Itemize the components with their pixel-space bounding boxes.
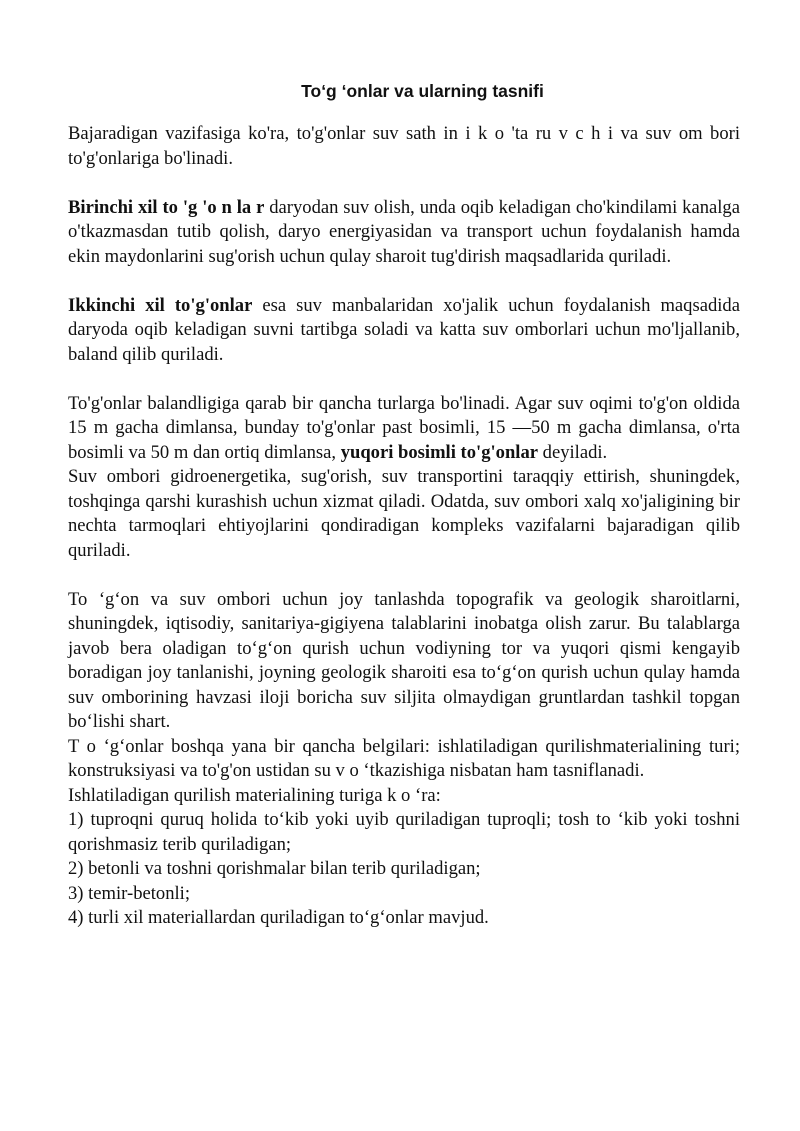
height-classes-tail: deyiladi. xyxy=(538,441,608,463)
list-item: 3) temir-betonli; xyxy=(68,882,191,904)
paragraph-first-type xyxy=(68,196,740,270)
paragraph-spacer xyxy=(68,563,740,588)
paragraph-spacer xyxy=(68,171,740,196)
paragraph-intro: Bajaradigan vazifasiga ko'ra, to'g'onlar suv sath in i k o 'ta ru v c h i va suv om bori to'g'onlariga bo'linadi. xyxy=(68,123,740,169)
list-item: 4) turli xil materiallardan quriladigan to‘g‘onlar mavjud. xyxy=(68,907,489,928)
list-item: 1) tuproqni quruq holida to‘kib yoki uyib quriladigan tuproqli; tosh to ‘kib yoki toshni qorishmasiz terib quriladigan; xyxy=(68,809,740,855)
page-title: To‘g ‘onlar va ularning tasnifi xyxy=(301,81,544,101)
list-item: 2) betonli va toshni qorishmalar bilan terib quriladigan; xyxy=(68,858,481,879)
paragraph-spacer xyxy=(68,367,740,392)
paragraph-second-type xyxy=(68,294,740,368)
document-body xyxy=(68,122,740,931)
paragraph-height-classes xyxy=(68,392,740,466)
second-type-term: Ikkinchi xil to'g'onlar xyxy=(68,294,253,316)
height-classes-text: To'g'onlar balandligiga qarab bir qancha turlarga bo'linadi. Agar suv oqimi to'g'on oldida 15 m gacha dimlansa, bunday to'g'onlar past bosimli, 15 —50 m gacha dimlansa, o'rta bosimli va 50 m dan ortiq dimlansa, xyxy=(68,392,740,463)
high-pressure-term: yuqori bosimli to'g'onlar xyxy=(340,441,539,463)
paragraph-material-intro: Ishlatiladigan qurilish materialining turiga k o ‘ra: xyxy=(68,784,441,806)
first-type-term: Birinchi xil to 'g 'o n la r xyxy=(68,196,265,218)
paragraph-reservoir-purpose: Suv ombori gidroenergetika, sug'orish, suv transportini taraqqiy ettirish, shuningdek, toshqinga qarshi kurashish uchun xizmat qiladi. Odatda, suv ombori xalq xo'jaligining bir nechta tarmoqlari ehtiyojlarini qondiradigan kompleks vazifalarni bajaradigan qilib quriladi. xyxy=(68,466,740,561)
paragraph-site-selection: To ‘g‘on va suv ombori uchun joy tanlashda topografik va geologik sharoitlarni, shuningdek, iqtisodiy, sanitariya-gigiyena talablarini inobatga olish zarur. Bu talablarga javob bera oladigan to‘g‘on qurish uchun vodiyning tor va yuqori qismi kengayib boradigan joy tanlanishi, joyning geologik sharoiti esa to‘g‘on qurish uchun qulay hamda suv omborining havzasi iloji boricha suv siljita olmaydigan gruntlardan tashkil topgan bo‘lishi shart. xyxy=(68,588,740,732)
second-type-text: esa suv manbalaridan xo'jalik uchun foydalanish maqsadida daryoda oqib keladigan suvni tartibga soladi va katta suv omborlari uchun mo'ljallanib, baland qilib quriladi. xyxy=(68,294,740,365)
paragraph-spacer xyxy=(68,269,740,294)
first-type-text: daryodan suv olish, unda oqib keladigan cho'kindilami kanalga o'tkazmasdan tutib qolish, daryo energiyasidan va transport uchun foydalanish hamda ekin maydonlarini sug'orish uchun qulay sharoit tug'dirish maqsadlarida quriladi. xyxy=(68,196,740,267)
paragraph-other-features: T o ‘g‘onlar boshqa yana bir qancha belgilari: ishlatiladigan qurilishmaterialining turi; konstruksiyasi va to'g'on ustidan su v o ‘tkazishiga nisbatan ham tasniflanadi. xyxy=(68,735,740,781)
